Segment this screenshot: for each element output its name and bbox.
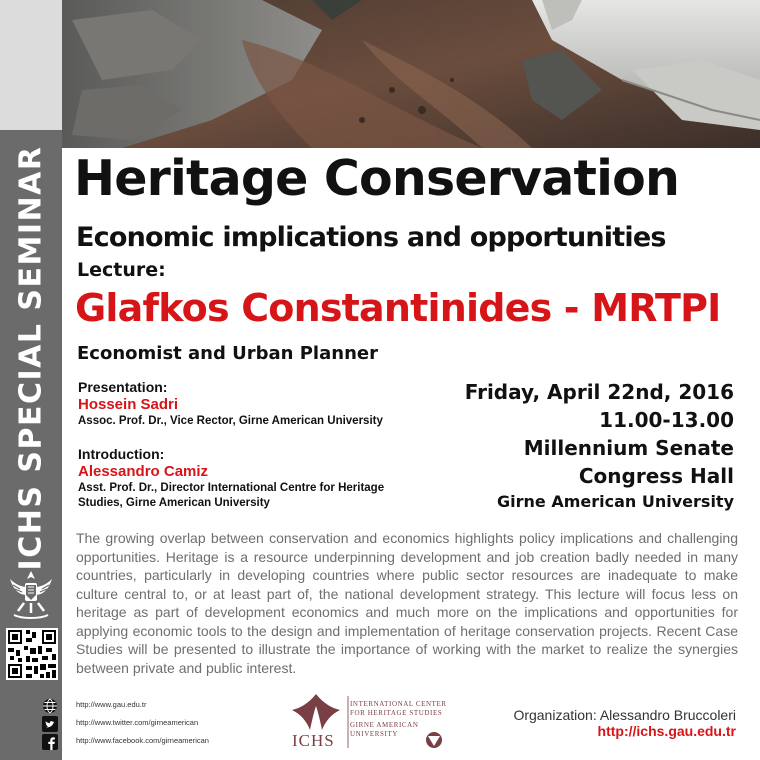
logo-line-3: GIRNE AMERICAN [350, 721, 419, 729]
presentation-block [78, 379, 383, 429]
organization-url-link[interactable]: http://ichs.gau.edu.tr [597, 723, 736, 739]
presentation-label: Presentation: [78, 379, 168, 395]
organization-credit: Organization: Alessandro Bruccoleri [513, 707, 736, 723]
introduction-block [78, 446, 384, 511]
twitter-icon[interactable] [42, 716, 58, 732]
logo-line-4: UNIVERSITY [350, 730, 398, 738]
logo-line-1: INTERNATIONAL CENTER [350, 700, 447, 708]
presenter-name: Hossein Sadri [78, 396, 179, 413]
logo-line-2: FOR HERITAGE STUDIES [350, 709, 443, 717]
qr-code-icon[interactable] [6, 628, 58, 680]
speaker-role: Economist and Urban Planner [77, 343, 378, 364]
event-venue-line2: Congress Hall [578, 464, 734, 488]
event-info [465, 378, 734, 514]
event-date: Friday, April 22nd, 2016 [464, 380, 734, 404]
facebook-icon[interactable] [42, 734, 58, 750]
event-time: 11.00-13.00 [599, 408, 734, 432]
lecture-label: Lecture: [77, 259, 166, 281]
abstract-paragraph: The growing overlap between conservation and economics highlights policy implications and challenging opportunities. Heritage is a resource underpinning development and job creation badly needed in many countries, particularly in developing countries where public sector resources are inadequate to make culture central to, or at least part of, the national development strategy. This lecture will focus less on heritage as part of development economics and much more on the implications and opportunities for applying economic tools to the design and implementation of heritage conservation projects. Recent Case Studies will be presented to illustrate the importance of working with the market to realize the synergies between private and public interest. [76, 530, 738, 676]
facebook-link[interactable]: http://www.facebook.com/girneamerican [76, 736, 209, 745]
event-venue-line1: Millennium Senate [523, 436, 734, 460]
hero-photo-stone-path [62, 0, 760, 148]
vertical-seminar-title: ICHS SPECIAL SEMINAR [13, 145, 49, 571]
sidebar-top-strip [0, 0, 62, 130]
page-subtitle: Economic implications and opportunities [76, 222, 666, 253]
twitter-link[interactable]: http://www.twitter.com/girneamerican [76, 718, 199, 727]
ichs-acronym: ICHS [292, 731, 335, 750]
eagle-emblem-icon [6, 565, 56, 621]
introducer-description-line2: Studies, Girne American University [78, 497, 270, 509]
introducer-description-line1: Asst. Prof. Dr., Director International Centre for Heritage [78, 482, 385, 494]
page-title: Heritage Conservation [74, 150, 680, 207]
speaker-name: Glafkos Constantinides - MRTPI [75, 286, 721, 330]
introducer-name: Alessandro Camiz [78, 463, 209, 480]
globe-icon[interactable] [42, 698, 58, 714]
event-institution: Girne American University [497, 492, 734, 511]
website-link[interactable]: http://www.gau.edu.tr [76, 700, 147, 709]
presenter-description: Assoc. Prof. Dr., Vice Rector, Girne American University [78, 415, 383, 427]
introduction-label: Introduction: [78, 446, 165, 462]
